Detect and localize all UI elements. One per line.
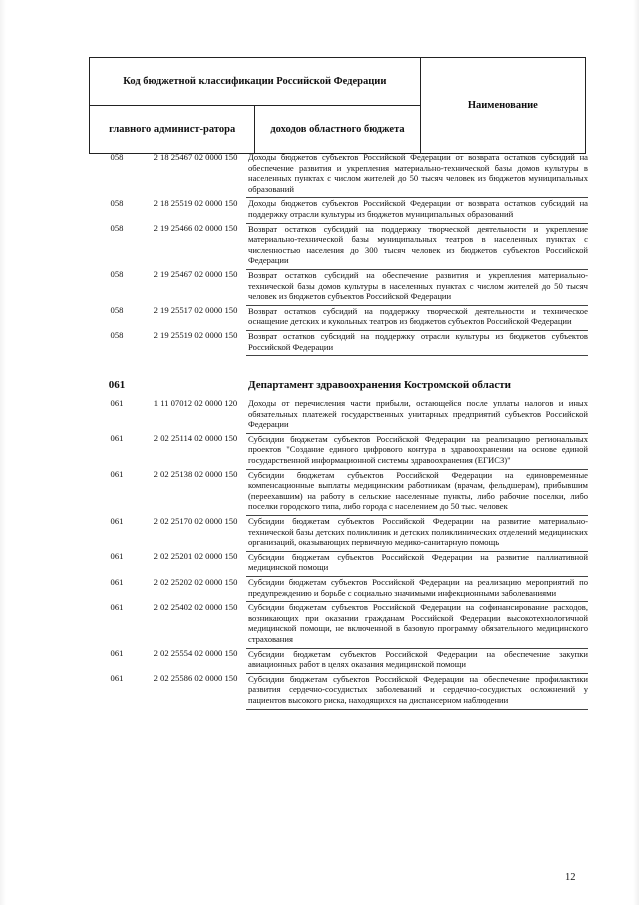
page-number: 12	[565, 872, 576, 883]
income-code-cell	[145, 378, 246, 398]
table-row	[89, 577, 588, 602]
admin-code-cell: 058	[110, 330, 124, 341]
table-row	[89, 602, 588, 648]
table-row	[89, 398, 588, 433]
admin-code-cell: 061	[110, 515, 124, 526]
admin-code-cell: 061	[108, 379, 126, 392]
table-row	[89, 223, 588, 269]
name-cell: Субсидии бюджетам субъектов Российской Федерации на единовременные компенсационные выплаты медицинским работникам (врачам, фельдшерам), прибывшим (переехавшим) на работу в сельские населенные пункты, либо рабочие поселки, либо поселки городского типа, либо города с населением до 50 тыс. человек	[246, 469, 588, 515]
admin-code-cell: 058	[110, 269, 124, 280]
header-code-group: Код бюджетной классификации Российской Федерации	[90, 58, 421, 106]
department-heading-row	[89, 378, 588, 398]
name-cell: Субсидии бюджетам субъектов Российской Федерации на развитие паллиативной медицинской помощи	[246, 551, 588, 576]
admin-code-cell: 061	[110, 433, 124, 444]
table-row	[89, 269, 588, 305]
name-cell: Доходы от перечисления части прибыли, остающейся после уплаты налогов и иных обязательных платежей государственных унитарных предприятий субъектов Российской Федерации	[246, 398, 588, 433]
table-row	[89, 433, 588, 469]
name-cell: Субсидии бюджетам субъектов Российской Федерации на софинансирование расходов, возникающих при оказании гражданам Российской Федерации высокотехнологичной медицинской помощи, не включенной в базовую программу обязательного медицинского страхования	[246, 602, 588, 648]
income-code-cell: 2 02 25114 02 0000 150	[153, 433, 238, 444]
admin-code-cell: 061	[110, 601, 124, 612]
admin-code-cell: 058	[110, 152, 124, 162]
admin-code-cell: 058	[110, 305, 124, 316]
income-code-cell: 2 02 25138 02 0000 150	[153, 469, 238, 480]
name-cell: Субсидии бюджетам субъектов Российской Федерации на обеспечение закупки авиационных работ в целях оказания медицинской помощи	[246, 648, 588, 673]
income-code-cell: 2 19 25519 02 0000 150	[153, 330, 238, 341]
income-code-cell: 2 02 25402 02 0000 150	[153, 601, 238, 612]
income-code-cell: 2 02 25201 02 0000 150	[153, 551, 238, 562]
income-code-cell: 2 02 25202 02 0000 150	[153, 576, 238, 587]
table-row	[89, 469, 588, 515]
name-cell: Возврат остатков субсидий на поддержку творческой деятельности и укрепление материально-технической базы муниципальных театров в населенных пунктах с численностью населения до 300 тысяч человек из бюджетов субъектов Российской Федерации	[246, 223, 588, 269]
name-cell: Субсидии бюджетам субъектов Российской Федерации на развитие материально-технической базы детских поликлиник и детских поликлинических отделений медицинских организаций, оказывающих первичную медико-санитарную помощь	[246, 516, 588, 552]
name-cell: Субсидии бюджетам субъектов Российской Федерации на обеспечение профилактики развития сердечно-сосудистых заболеваний и сердечно-сосудистых осложнений у пациентов высокого риска, находящихся на диспансерном наблюдении	[246, 673, 588, 709]
name-cell: Возврат остатков субсидий на поддержку творческой деятельности и техническое оснащение детских и кукольных театров из бюджетов субъектов Российской Федерации	[246, 305, 588, 330]
name-cell: Возврат остатков субсидий на поддержку отрасли культуры из бюджетов субъектов Российской Федерации	[246, 330, 588, 355]
admin-code-cell: 061	[110, 398, 124, 409]
table-row	[89, 198, 588, 223]
income-code-cell	[145, 356, 246, 379]
name-cell: Департамент здравоохранения Костромской области	[248, 379, 511, 392]
admin-code-cell: 058	[110, 223, 124, 234]
table-header	[89, 57, 586, 154]
admin-code-cell	[89, 356, 145, 379]
income-code-cell: 2 02 25586 02 0000 150	[153, 673, 238, 684]
header-admin: главного админист-ратора	[90, 106, 255, 154]
spacer-row	[89, 356, 588, 379]
income-code-cell: 2 18 25519 02 0000 150	[153, 197, 238, 208]
income-code-cell: 2 19 25467 02 0000 150	[153, 269, 238, 280]
name-cell: Субсидии бюджетам субъектов Российской Федерации на реализацию региональных проектов "Создание единого цифрового контура в здравоохранении на основе единой государственной информационной системы здравоохранения (ЕГИСЗ)"	[246, 433, 588, 469]
table-row	[89, 516, 588, 552]
name-cell: Доходы бюджетов субъектов Российской Федерации от возврата остатков субсидий на поддержку отрасли культуры из бюджетов муниципальных образований	[246, 198, 588, 223]
table-row	[89, 673, 588, 709]
admin-code-cell: 061	[110, 648, 124, 659]
admin-code-cell: 061	[110, 576, 124, 587]
income-code-cell: 2 02 25554 02 0000 150	[153, 648, 238, 659]
table-row	[89, 305, 588, 330]
name-cell: Возврат остатков субсидий на обеспечение развития и укрепления материально-технической базы домов культуры в населенных пунктах с числом жителей до 50 тысяч человек из бюджетов субъектов Российской Федерации	[246, 269, 588, 305]
table-row	[89, 152, 588, 198]
admin-code-cell: 061	[110, 673, 124, 684]
name-cell	[246, 356, 588, 379]
header-name: Наименование	[420, 58, 585, 154]
income-code-cell: 2 18 25467 02 0000 150	[153, 152, 238, 162]
income-code-cell: 2 02 25170 02 0000 150	[153, 515, 238, 526]
header-income: доходов областного бюджета	[255, 106, 420, 154]
income-code-cell: 2 19 25466 02 0000 150	[153, 223, 238, 234]
name-cell: Субсидии бюджетам субъектов Российской Федерации на реализацию мероприятий по предупреждению и борьбе с социально значимыми инфекционными заболеваниями	[246, 577, 588, 602]
income-code-cell: 1 11 07012 02 0000 120	[153, 398, 238, 409]
income-code-cell: 2 19 25517 02 0000 150	[153, 305, 238, 316]
admin-code-cell: 061	[110, 469, 124, 480]
table-row	[89, 551, 588, 576]
table-row	[89, 648, 588, 673]
table-body	[89, 152, 588, 710]
name-cell: Доходы бюджетов субъектов Российской Федерации от возврата остатков субсидий на обеспечение развития и укрепления материально-технической базы домов культуры в населенных пунктах с числом жителей до 50 тысяч человек из бюджетов муниципальных образований	[246, 152, 588, 198]
admin-code-cell: 061	[110, 551, 124, 562]
admin-code-cell: 058	[110, 197, 124, 208]
table-row	[89, 330, 588, 355]
